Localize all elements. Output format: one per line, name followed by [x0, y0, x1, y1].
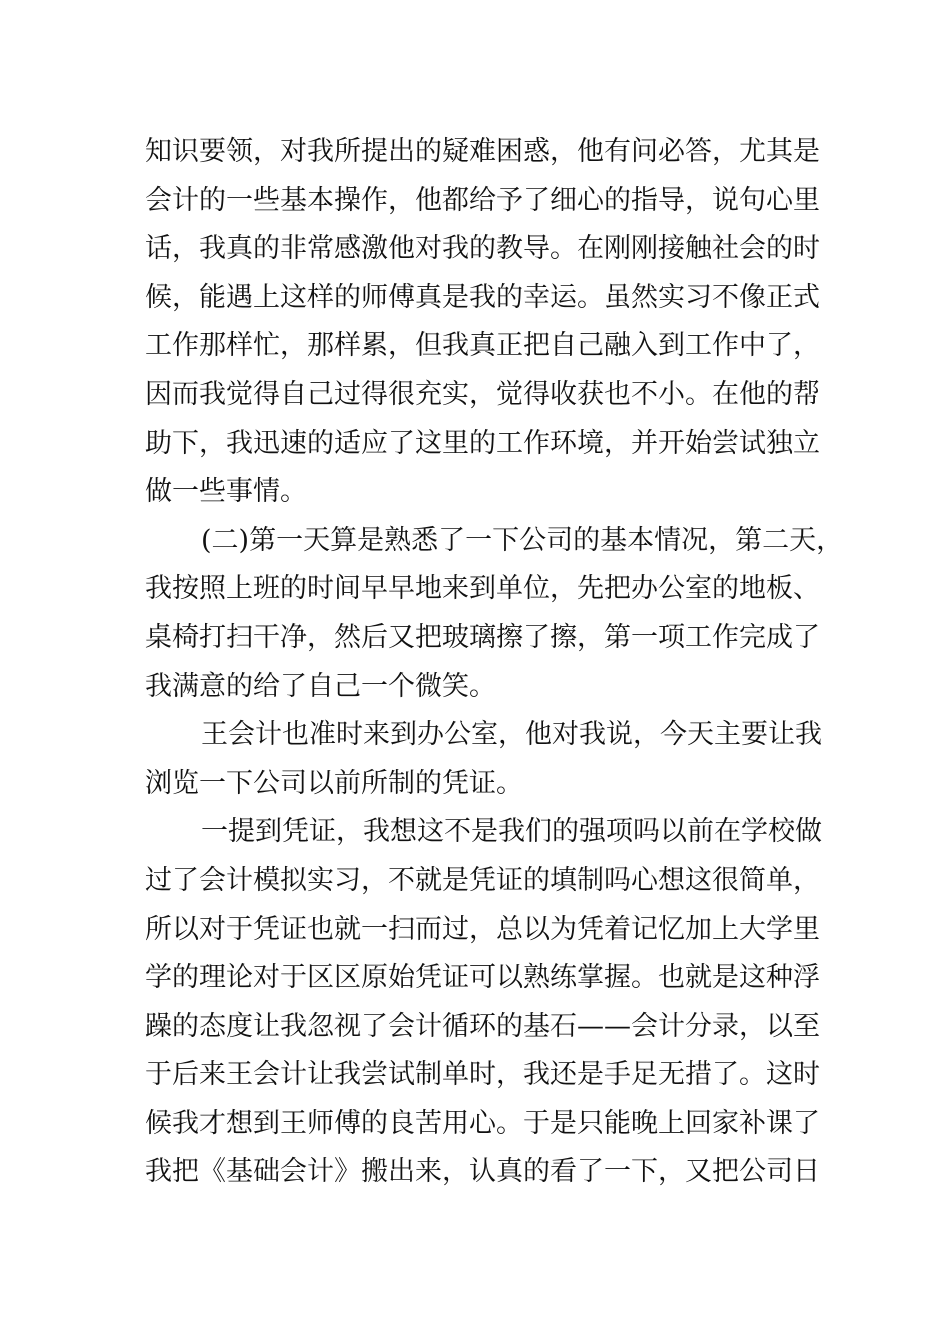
text-line: 浏览一下公司以前所制的凭证。 — [145, 767, 523, 799]
text-line: 躁的态度让我忽视了会计循环的基石——会计分录，以至 — [145, 1010, 820, 1042]
text-line: 知识要领，对我所提出的疑难困惑，他有问必答，尤其是 — [145, 136, 820, 167]
text-line: 候，能遇上这样的师傅真是我的幸运。虽然实习不像正式 — [145, 281, 820, 313]
text-line: 桌椅打扫干净，然后又把玻璃擦了擦，第一项工作完成了 — [145, 621, 820, 653]
text-line: 候我才想到王师傅的良苦用心。于是只能晚上回家补课了 — [145, 1107, 820, 1139]
text-line: 我满意的给了自己一个微笑。 — [145, 670, 496, 702]
text-line: 做一些事情。 — [145, 476, 307, 508]
text-line: 我把《基础会计》搬出来，认真的看了一下，又把公司日 — [145, 1156, 820, 1188]
body-text — [145, 128, 844, 1197]
text-line: 我按照上班的时间早早地来到单位，先把办公室的地板、 — [145, 573, 820, 605]
text-line: (二)第一天算是熟悉了一下公司的基本情况，第二天， — [201, 524, 844, 556]
text-line: 工作那样忙，那样累，但我真正把自己融入到工作中了， — [145, 330, 820, 362]
text-line: 于后来王会计让我尝试制单时，我还是手足无措了。这时 — [145, 1059, 820, 1091]
text-line: 所以对于凭证也就一扫而过，总以为凭着记忆加上大学里 — [145, 913, 820, 945]
text-line: 学的理论对于区区原始凭证可以熟练掌握。也就是这种浮 — [145, 962, 820, 994]
text-line: 一提到凭证，我想这不是我们的强项吗以前在学校做 — [201, 816, 822, 848]
text-line: 因而我觉得自己过得很充实，觉得收获也不小。在他的帮 — [145, 378, 820, 410]
text-line: 王会计也准时来到办公室，他对我说，今天主要让我 — [201, 719, 822, 751]
text-line: 助下，我迅速的适应了这里的工作环境，并开始尝试独立 — [145, 427, 820, 459]
text-line: 过了会计模拟实习，不就是凭证的填制吗心想这很简单， — [145, 864, 820, 896]
text-line: 话，我真的非常感激他对我的教导。在刚刚接触社会的时 — [145, 233, 820, 265]
text-line: 会计的一些基本操作，他都给予了细心的指导，说句心里 — [145, 184, 820, 216]
